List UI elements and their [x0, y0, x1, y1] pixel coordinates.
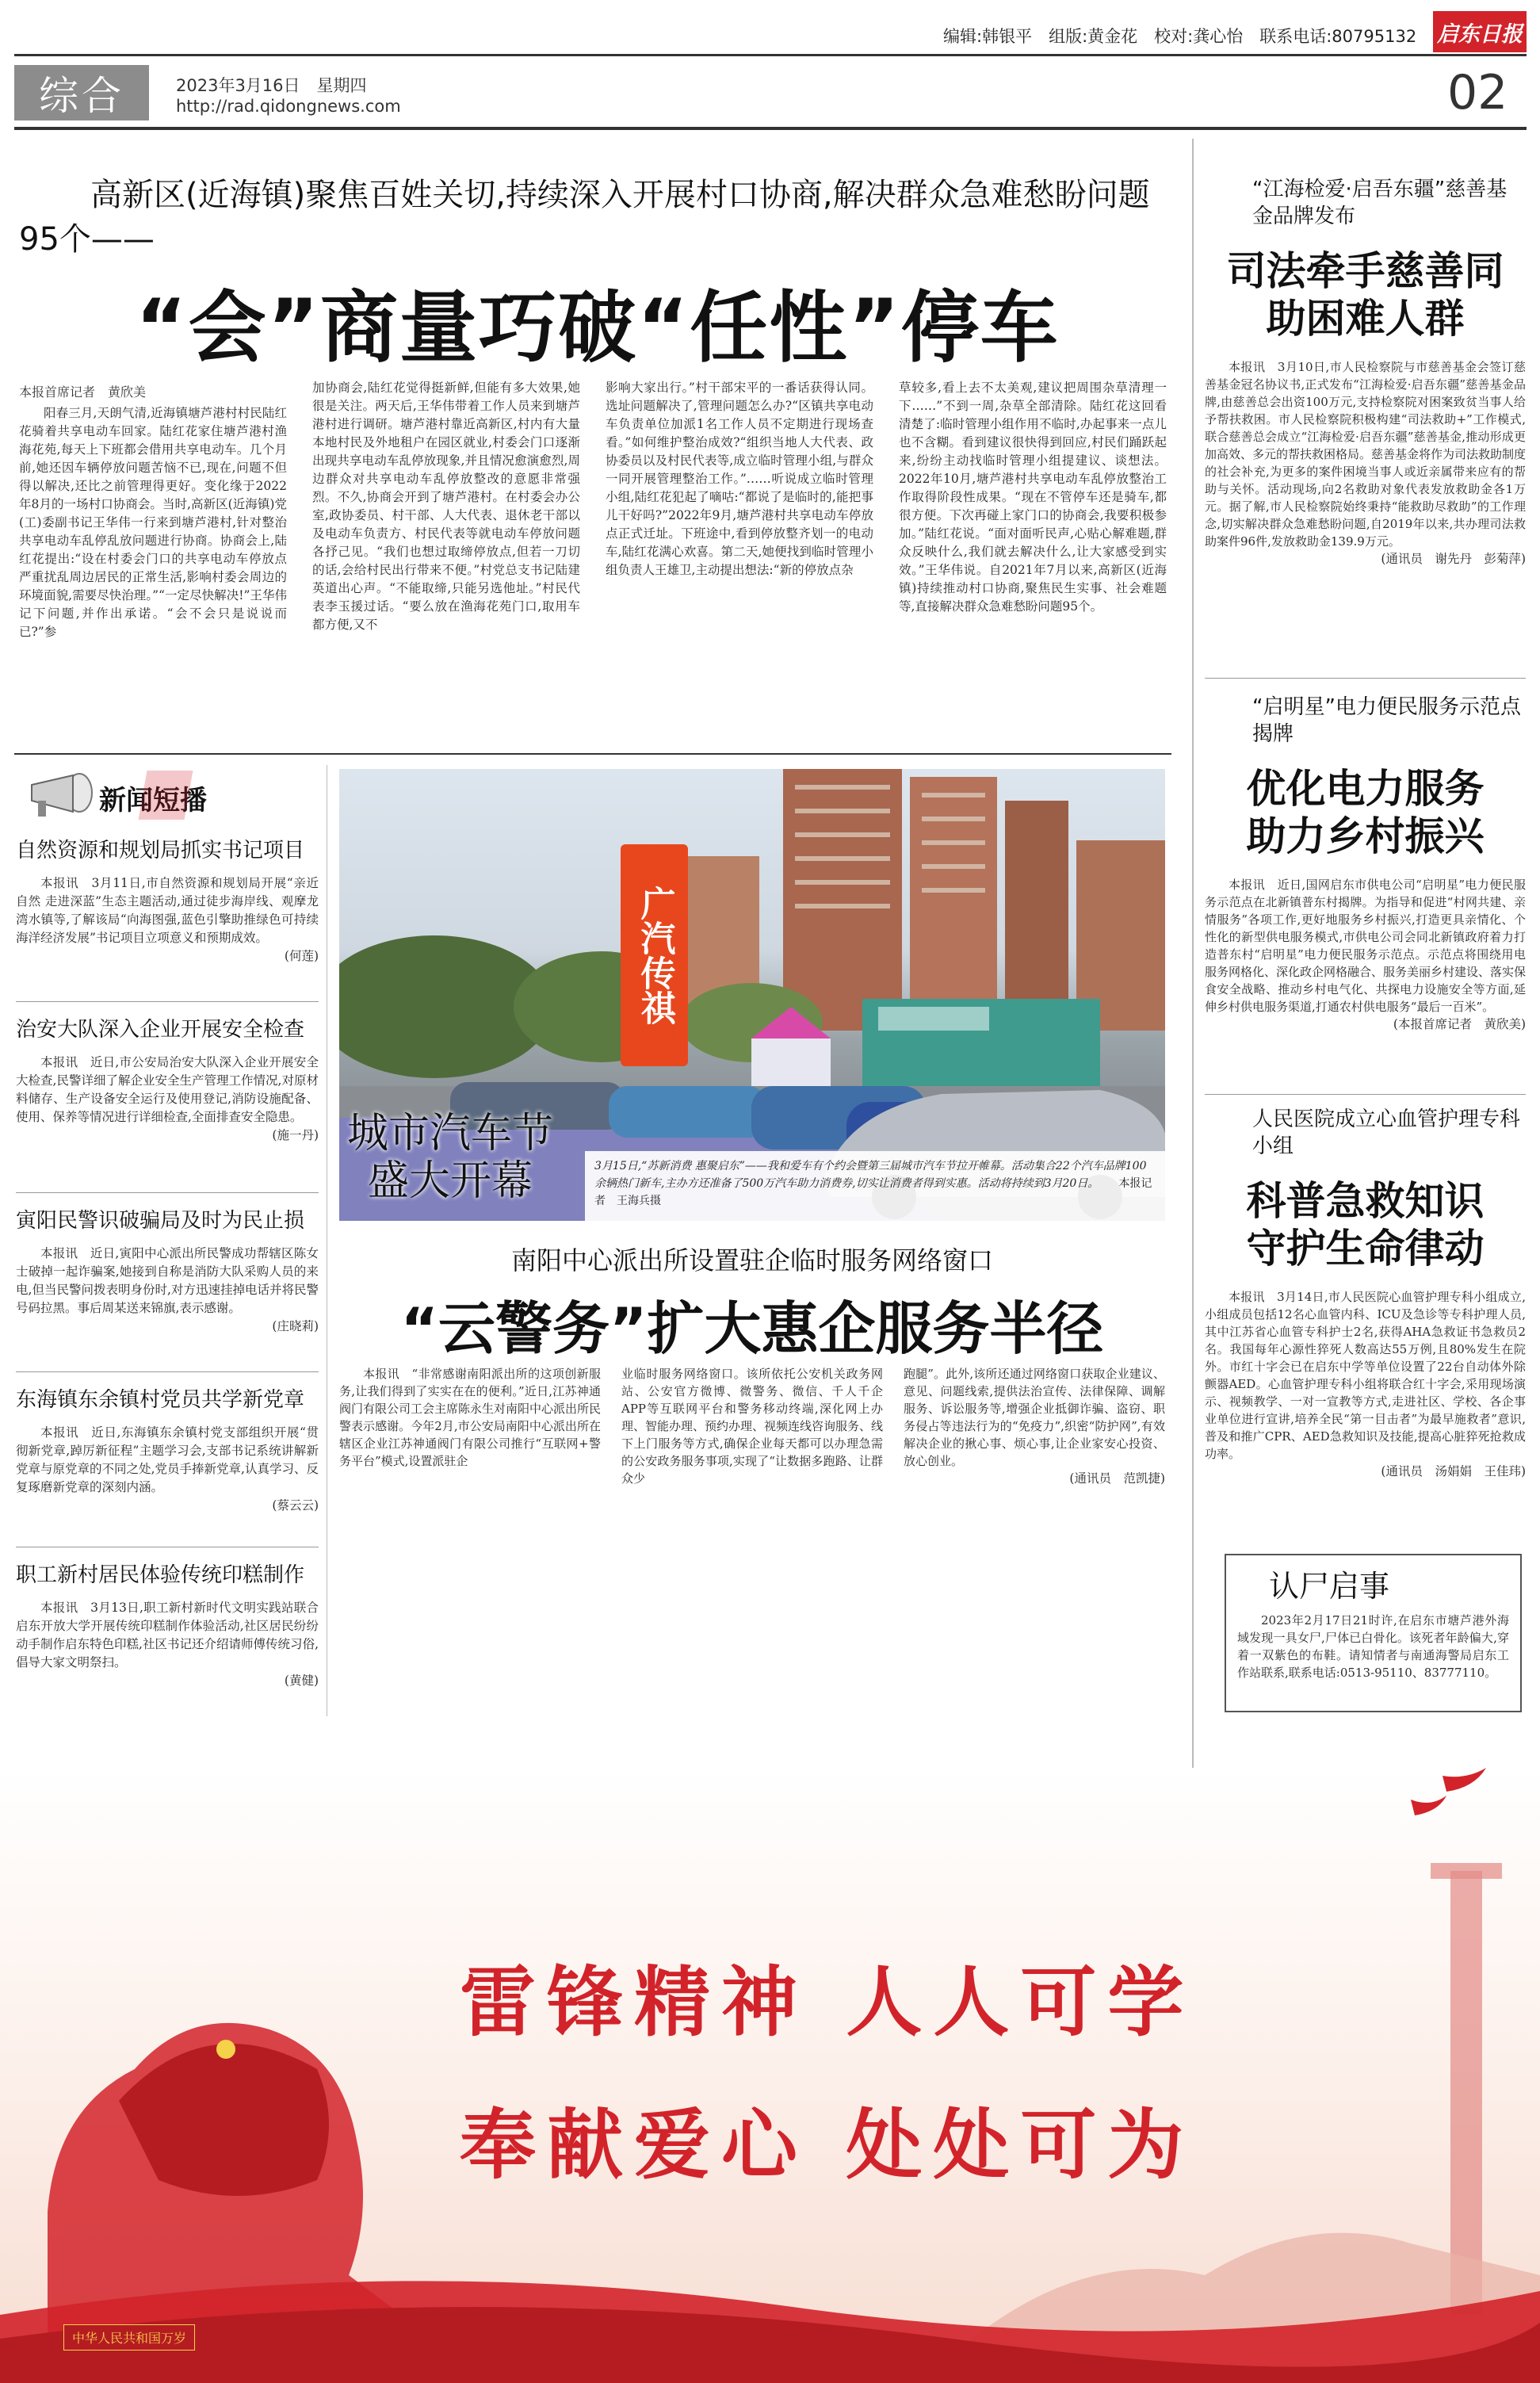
- story3-body: 本报讯 3月14日,市人民医院心血管护理专科小组成立,小组成员包括12名心血管内科、ICU及急诊等专科护理人员,其中江苏省心血管专科护士2名,获得AHA急救证书急救员2名。我国每年心源性猝死人数高达55万例,且80%发生在院外。市红十字会已在启东中学等单位设置了22台自动体外除颤器AED。心血管护理专科小组将联合红十字会,采用现场演示、视频教学、一对一宣教等方式,走进社区、学校、各企事业单位进行宣讲,培养全民“第一目击者”为最早施救者”意识,普及和推广CPR、AED急救知识及技能,提高心脏猝死抢救成功率。: [1205, 1290, 1526, 1461]
- banner-line-2: 奉献爱心 处处可为: [460, 2101, 1195, 2190]
- masthead-rule-bottom: [14, 127, 1527, 130]
- lead-bottom-rule: [14, 753, 1171, 755]
- brief-logo: [24, 767, 246, 823]
- lead-column-2: [312, 379, 580, 634]
- right-column-divider: [1192, 139, 1194, 1772]
- story1-body: 本报讯 3月10日,市人民检察院与市慈善基金会签订慈善基金冠名协议书,正式发布“江海检爱·启吾东疆”慈善基金品牌,由慈善总会出资100万元,支持检察院对困案致贫当事人给予帮扶救困。市人民检察院积极构建“司法救助+”工作模式,联合慈善总会成立“江海检爱·启吾东疆”慈善基金,推动形成更加高效、多元的帮扶救困格局。慈善基金将作为司法救助制度的社会补充,为更多的案件困境当事人或近亲属带来应有的帮助与关怀。活动现场,向2名救助对象代表发放救助金各1万元。据了解,市人民检察院始终秉持“能救助尽救助”的工作理念,切实解决群众急难愁盼问题,自2019年以来,共办理司法救助案件96件,发放救助金139.9万元。: [1205, 360, 1527, 549]
- story2-credit: (本报首席记者 黄欣美): [1393, 1017, 1526, 1031]
- police-headline: “云警务”扩大惠企服务半径: [400, 1295, 1104, 1362]
- banner-line-1: 雷锋精神 人人可学: [460, 1958, 1195, 2047]
- overlay-line-2: 盛大开幕: [367, 1157, 533, 1205]
- police-text-2: 业临时服务网络窗口。该所依托公安机关政务网站、公安官方微博、微警务、微信、千人千企APP等互联网平台和警务移动终端,深化网上办理、智能办理、预约办理、视频连线咨询服务、线下上门服务等方式,确保企业每天都可以办理急需的公安政务服务事项,实现了“让数据多跑路、让群众少: [621, 1367, 884, 1486]
- editor-line: 编辑:韩银平 组版:黄金花 校对:龚心怡 联系电话:80795132: [943, 27, 1417, 46]
- brief-divider: [16, 1192, 319, 1193]
- story2-kicker: “启明星”电力便民服务示范点揭牌: [1252, 695, 1521, 746]
- brief-divider: [16, 1371, 319, 1372]
- section-name: 综合: [39, 73, 124, 119]
- banner-graphics: [0, 1768, 1540, 2383]
- lead-text-1: 阳春三月,天朗气清,近海镇塘芦港村村民陆红花骑着共享电动车回家。陆红花家住塘芦港村渔海花苑,每天上下班都会借用共享电动车。几个月前,她还因车辆停放问题苦恼不已,现在,问题不但得以解决,还比之前管理得更好。变化缘于2022年8月的一场村口协商会。当时,高新区(近海镇)党(工)委副书记王华伟一行来到塘芦港村,针对整治共享电动车乱停乱放问题进行协商。协商会上,陆红花提出:“设在村委会门口的共享电动车停放点严重扰乱周边居民的正常生活,影响村委会周边的环境面貌,需要尽快治理。”“一定尽快解决!”王华伟记下问题,并作出承诺。“会不会只是说说而已?”参: [19, 406, 287, 639]
- brief-body: 本报讯 3月11日,市自然资源和规划局开展“亲近自然 走进深蓝”生态主题活动,通过徒步海岸线、观摩龙湾水镇等,了解该局“向海图强,蓝色引擎助推绿色可持续海洋经济发展”书记项目立项意义和预期成效。: [16, 876, 319, 945]
- police-column-1: [339, 1365, 601, 1470]
- brief-title: 自然资源和规划局抓实书记项目: [16, 839, 305, 863]
- police-kicker: 南阳中心派出所设置驻企临时服务网络窗口: [510, 1245, 993, 1276]
- story2-body: 本报讯 近日,国网启东市供电公司“启明星”电力便民服务示范点在北新镇普东村揭牌。为指导和促进“村网共建、亲情服务”各项工作,更好地服务乡村振兴,打造更具亲情化、个性化的新型供电服务模式,市供电公司会同北新镇政府着力打造普东村“启明星”电力便民服务示范点。示范点将围绕用电服务网格化、深化政企网格融合、服务美丽乡村建设、落实保食安全战略、推动乡村电气化、共探电力设施安全等方面,延伸乡村供电服务渠道,打通农村供电服务“最后一百米”。: [1205, 878, 1527, 1014]
- photo-caption-box: [585, 1151, 1165, 1221]
- megaphone-icon: [24, 767, 95, 823]
- brief-title: 职工新村居民体验传统印糕制作: [16, 1563, 305, 1587]
- lead-kicker: 高新区(近海镇)聚焦百姓关切,持续深入开展村口协商,解决群众急难愁盼问题95个——: [19, 177, 1150, 258]
- lead-column-1: [19, 404, 287, 641]
- paper-logo: [1433, 11, 1527, 52]
- brief-list: [16, 834, 319, 1690]
- story1-headline: 司法牵手慈善同助困难人群: [1226, 248, 1504, 342]
- section-tab: [14, 65, 149, 120]
- lei-feng-banner: [0, 1768, 1540, 2383]
- notice-box: [1225, 1554, 1522, 1712]
- brief-credit: (庄晓莉): [272, 1319, 319, 1333]
- lead-column-4: [899, 379, 1167, 616]
- photo-caption: 3月15日,“苏新消费 惠聚启东”——我和爱车有个约会暨第三届城市汽车节拉开帷幕。活动集合22个汽车品牌100余辆热门新车,主办方还准备了500万汽车助力消费券,切实让消费者得到实惠。活动将持续到3月20日。: [594, 1160, 1147, 1190]
- photo-credit: 本报记者 王海兵摄: [594, 1177, 1152, 1207]
- right-rule-1: [1205, 678, 1526, 679]
- story3-credit: (通讯员 汤娟娟 王佳玮): [1381, 1464, 1526, 1478]
- story1-kicker: “江海检爱·启吾东疆”慈善基金品牌发布: [1252, 178, 1508, 228]
- brief-body: 本报讯 近日,东海镇东余镇村党支部组织开展“贯彻新党章,踔厉新征程”主题学习会,支部书记系统讲解新党章与原党章的不同之处,党员手捧新党章,认真学习、反复琢磨新党章的深刻内涵。: [16, 1425, 319, 1494]
- brief-item: [16, 1559, 319, 1690]
- right-story-2: [1205, 694, 1526, 1034]
- police-credit: (通讯员 范凯捷): [1069, 1471, 1165, 1486]
- lead-text-3: 影响大家出行。”村干部宋平的一番话获得认同。选址问题解决了,管理问题怎么办?“区镇共享电动车负责单位加派1名工作人员不定期进行现场查看。”如何维护整治成效?“组织当地人大代表、政协委员以及村民代表等,成立临时管理小组,与群众一同开展管理整治工作。”……听说成立临时管理小组,陆红花犯起了嘀咕:“都说了是临时的,能把事儿干好吗?”2022年9月,塘芦港村共享电动车停放点正式迁址。下班途中,看到停放整齐划一的电动车,陆红花满心欢喜。第二天,她便找到临时管理小组负责人王雄卫,主动提出想法:“新的停放点杂: [606, 381, 873, 577]
- brief-divider: [16, 1001, 319, 1002]
- brand-sign: [621, 844, 688, 1066]
- paper-name: 启东日报: [1437, 21, 1523, 47]
- photo-overlay-title: [347, 1110, 553, 1205]
- lead-byline: 本报首席记者 黄欣美: [19, 384, 147, 400]
- notice-body: 2023年2月17日21时许,在启东市塘芦港外海域发现一具女尸,尸体已白骨化。该死者年龄偏大,穿着一双紫色的布鞋。请知情者与南通海警局启东工作站联系,联系电话:0513-95110、83777110。: [1237, 1613, 1509, 1680]
- police-text-3: 跑腿”。此外,该所还通过网络窗口获取企业建议、意见、问题线索,提供法治宣传、法律保障、调解服务、诉讼服务等,增强企业抵御诈骗、盗窃、职务侵占等违法行为的“免疫力”,织密“防护网”,有效解决企业的揪心事、烦心事,让企业家安心投资、放心创业。: [904, 1367, 1165, 1468]
- brief-title: 寅阳民警识破骗局及时为民止损: [16, 1209, 305, 1233]
- lead-text-4: 草较多,看上去不太美观,建议把周围杂草清理一下……”不到一周,杂草全部清除。陆红花这回看清楚了:临时管理小组作用不临时,办起事来一点儿也不含糊。看到建议很快得到回应,村民们踊跃起来,纷纷主动找临时管理小组提建议、谈想法。2022年10月,塘芦港村共享电动车乱停放整治工作取得阶段性成果。“现在不管停车还是骑车,都很方便。下次再碰上家门口的协商会,我要积极参加。”陆红花说。“面对面听民声,心贴心解难题,群众反映什么,我们就去解决什么,让大家感受到实效。”王华伟说。自2021年7月以来,高新区(近海镇)持续推动村口协商,聚焦民生实事、社会难题等,直接解决群众急难愁盼问题95个。: [899, 381, 1167, 614]
- brief-credit: (蔡云云): [272, 1498, 319, 1513]
- brief-item: [16, 1204, 319, 1367]
- brief-credit: (黄健): [284, 1673, 319, 1688]
- banner-badge: 中华人民共和国万岁: [63, 2324, 195, 2350]
- right-story-3: [1205, 1106, 1526, 1481]
- issue-date: 2023年3月16日 星期四: [176, 76, 367, 95]
- brief-credit: (施一丹): [272, 1128, 319, 1142]
- brief-body: 本报讯 3月13日,职工新村新时代文明实践站联合启东开放大学开展传统印糕制作体验活动,社区居民纷纷动手制作启东特色印糕,社区书记还介绍请师傅传统习俗,倡导大家文明祭扫。: [16, 1601, 319, 1670]
- overlay-line-1: 城市汽车节: [347, 1110, 554, 1157]
- police-column-2: [621, 1365, 883, 1487]
- brand-sign-text: 广汽传祺: [634, 885, 675, 1025]
- lead-headline: “会”商量巧破“任性”停车: [136, 283, 1060, 373]
- lead-column-3: [606, 379, 873, 579]
- story2-headline: 优化电力服务助力乡村振兴: [1246, 766, 1485, 859]
- brief-item: [16, 834, 319, 996]
- notice-title: 认尸启事: [1269, 1569, 1390, 1604]
- right-story-1: [1205, 176, 1526, 568]
- police-text-1: 本报讯 “非常感谢南阳派出所的这项创新服务,让我们得到了实实在在的便利。”近日,江苏神通阀门有限公司工会主席陈永生对南阳中心派出所民警表示感谢。今年2月,市公安局南阳中心派出所在辖区企业江苏神通阀门有限公司推行“互联网+警务平台”模式,设置派驻企: [339, 1367, 602, 1468]
- page-number: 02: [1447, 65, 1508, 120]
- story3-kicker: 人民医院成立心血管护理专科小组: [1252, 1107, 1521, 1158]
- story3-headline: 科普急救知识守护生命律动: [1246, 1178, 1485, 1272]
- police-column-3: [904, 1365, 1165, 1488]
- brief-credit: (何莲): [284, 949, 319, 963]
- car-festival-photo: [339, 769, 1165, 1221]
- brief-title: 东海镇东余镇村党员共学新党章: [16, 1388, 305, 1412]
- brief-body: 本报讯 近日,市公安局治安大队深入企业开展安全大检查,民警详细了解企业安全生产管理工作情况,对原材料储存、生产设备安全运行及使用登记,消防设施配备、使用、保养等情况进行详细检查,全面排查安全隐患。: [16, 1055, 319, 1124]
- right-rule-2: [1205, 1094, 1526, 1095]
- brief-logo-accent: [139, 771, 193, 820]
- brief-body: 本报讯 近日,寅阳中心派出所民警成功帮辖区陈女士破掉一起诈骗案,她接到自称是消防大队采购人员的来电,但当民警问拨表明身份时,对方迅速挂掉电话并将民警号码拉黑。事后周某送来锦旗,表示感谢。: [16, 1246, 319, 1315]
- lead-text-2: 加协商会,陆红花觉得挺新鲜,但能有多大效果,她很是关注。两天后,王华伟带着工作人员来到塘芦港村进行调研。塘芦港村靠近高新区,村内有大量本地村民及外地租户在园区就业,村委会门口逐渐出现共享电动车乱停放现象,并且情况愈演愈烈,周边群众对共享电动车乱停放整改的意愿非常强烈。不久,协商会开到了塘芦港村。在村委会办公室,政协委员、村干部、人大代表、退休老干部以及电动车负责方、村民代表等就电动车停放问题各抒己见。“我们也想过取缔停放点,但若一刀切的话,会给村民出行带来不便。”村党总支书记陆建英道出心声。“不能取缔,只能另选他址。”村民代表李玉援过话。“要么放在渔海花苑门口,取用车都方便,又不: [312, 381, 580, 632]
- brief-title: 治安大队深入企业开展安全检查: [16, 1018, 305, 1042]
- brief-item: [16, 1013, 319, 1188]
- site-url[interactable]: http://rad.qidongnews.com: [176, 97, 401, 116]
- masthead-rule: [14, 54, 1527, 56]
- story1-credit: (通讯员 谢先丹 彭菊萍): [1381, 552, 1526, 566]
- brief-item: [16, 1383, 319, 1542]
- brief-logo-text: 新闻短播: [99, 785, 207, 817]
